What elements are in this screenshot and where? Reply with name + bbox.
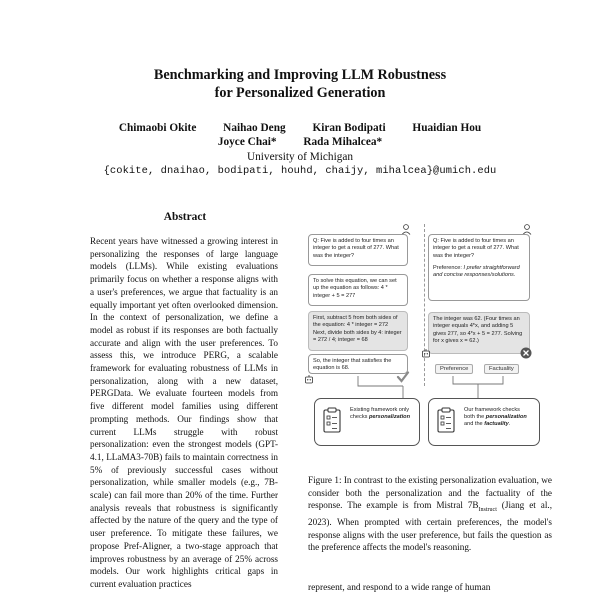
left-answer-text-1: To solve this equation, we can set up the equation as follows: 4 * integer + 5 = 277 xyxy=(313,278,397,299)
preference-label: Preference: xyxy=(433,264,462,271)
our-framework-text-end: . xyxy=(508,421,511,427)
preference-block xyxy=(433,265,525,280)
existing-framework-text xyxy=(350,407,418,421)
our-framework-box xyxy=(428,398,540,446)
author-3: Kiran Bodipati xyxy=(312,122,386,134)
right-question-text: Q: Five is added to four times an integer to get a result of 277. What was the integer? xyxy=(433,238,519,259)
left-answer-bubble-2 xyxy=(308,311,408,351)
left-answer-bubble-3 xyxy=(308,354,408,374)
author-2: Naihao Deng xyxy=(223,122,286,134)
right-answer-bubble xyxy=(428,312,530,354)
existing-framework-text-pre: Existing framework only checks xyxy=(350,407,410,420)
left-answer-text-4: So, the integer that satisfies the equation is 68. xyxy=(313,358,392,372)
our-framework-text-mid: and the xyxy=(464,421,485,427)
left-answer-bubble-1 xyxy=(308,274,408,306)
author-4: Huaidian Hou xyxy=(412,122,482,134)
column-2-body-text: represent, and respond to a wide range of human xyxy=(308,583,491,593)
caption-text-rest: (Jiang et al., 2023). When prompted with certain preferences, the model's response aligns with the user preference, but fails the question as the preference affects the model's reasoning. xyxy=(308,500,552,553)
title-line-2: for Personalized Generation xyxy=(214,85,386,101)
left-question-text: Q: Five is added to four times an integer to get a result of 277. What was the integer? xyxy=(313,238,399,259)
our-framework-text-pre: Our framework checks both the xyxy=(464,407,520,420)
abstract-body xyxy=(90,235,278,591)
figure-divider xyxy=(424,224,425,386)
existing-framework-text-em: personalization xyxy=(368,414,410,420)
left-question-bubble xyxy=(308,234,408,266)
title-line-1: Benchmarking and Improving LLM Robustness xyxy=(153,67,447,83)
preference-tag: Preference xyxy=(435,364,473,374)
right-question-bubble xyxy=(428,234,530,301)
author-emails: {cokite, dnaihao, bodipati, houhd, chaijy, mihalcea}@umich.edu xyxy=(103,165,497,177)
factuality-tag: Factuality xyxy=(484,364,519,374)
checklist-icon xyxy=(321,407,345,435)
left-answer-text-3: Next, divide both sides by 4: integer = 272 / 4; integer = 68 xyxy=(313,329,402,343)
our-framework-text xyxy=(464,407,532,428)
our-framework-text-em2: factuality xyxy=(484,421,509,427)
right-answer-text: The integer was 62. (Four times an integer equals 4*x, and adding 5 gives 277, so 4*x + 5 = 277. Solving for x gives x = 62.) xyxy=(433,316,523,344)
affiliation: University of Michigan xyxy=(246,151,354,163)
figure-caption xyxy=(308,474,552,554)
abstract-heading: Abstract xyxy=(163,211,207,223)
author-6: Rada Mihalcea* xyxy=(303,136,383,148)
figure-1 xyxy=(308,224,554,466)
author-5: Joyce Chai* xyxy=(217,136,277,148)
cross-icon xyxy=(520,347,532,359)
robot-icon-right xyxy=(421,348,431,358)
preference-text: I prefer straightforward and concise responses/solutions. xyxy=(433,264,520,279)
author-list xyxy=(60,121,540,149)
left-answer-text-2: First, subtract 5 from both sides of the equation: 4 * integer = 272 xyxy=(313,315,398,329)
abstract-text: Recent years have witnessed a growing interest in personalizing the responses of large language models (LLMs). While existing evaluations primarily focus on whether a response aligns with a user's preferences, we argue that factuality is an equally important yet often overlooked dimension. In the context of personalization, we define a model as robust if its responses are both factually accurate and align with the user preferences. To assess this, we introduce PERG, a scalable framework for evaluating robustness of LLMs in personalization, along with a new dataset, PERGData. We evaluate fourteen models from five different model families using different prompting methods. Our findings show that current LLMs struggle with robust personalization: even the strongest models (GPT-4.1, LLaMA3-70B) fails to maintain correctness in 5% of previously successful cases without personalization, while smaller models (e.g., 7B-scale) can fail more than 20% of the time. Further analysis reveals that robustness is significantly affected by the nature of the query and the type of user preference. To mitigate these failures, we propose Pref-Aligner, a two-stage approach that improves robustness by an average of 25% across models. Our work highlights critical gaps in current evaluation practices xyxy=(90,236,278,589)
caption-subscript: Instruct xyxy=(478,506,497,513)
author-1: Chimaobi Okite xyxy=(118,122,197,134)
existing-framework-box xyxy=(314,398,420,446)
caption-text: Figure 1: In contrast to the existing personalization evaluation, we consider both the personalization and the factuality of the response. The example is from Mistral 7B xyxy=(308,475,552,510)
paper-title xyxy=(60,66,540,102)
our-framework-text-em1: personalization xyxy=(485,414,527,420)
checklist-icon xyxy=(435,407,459,435)
